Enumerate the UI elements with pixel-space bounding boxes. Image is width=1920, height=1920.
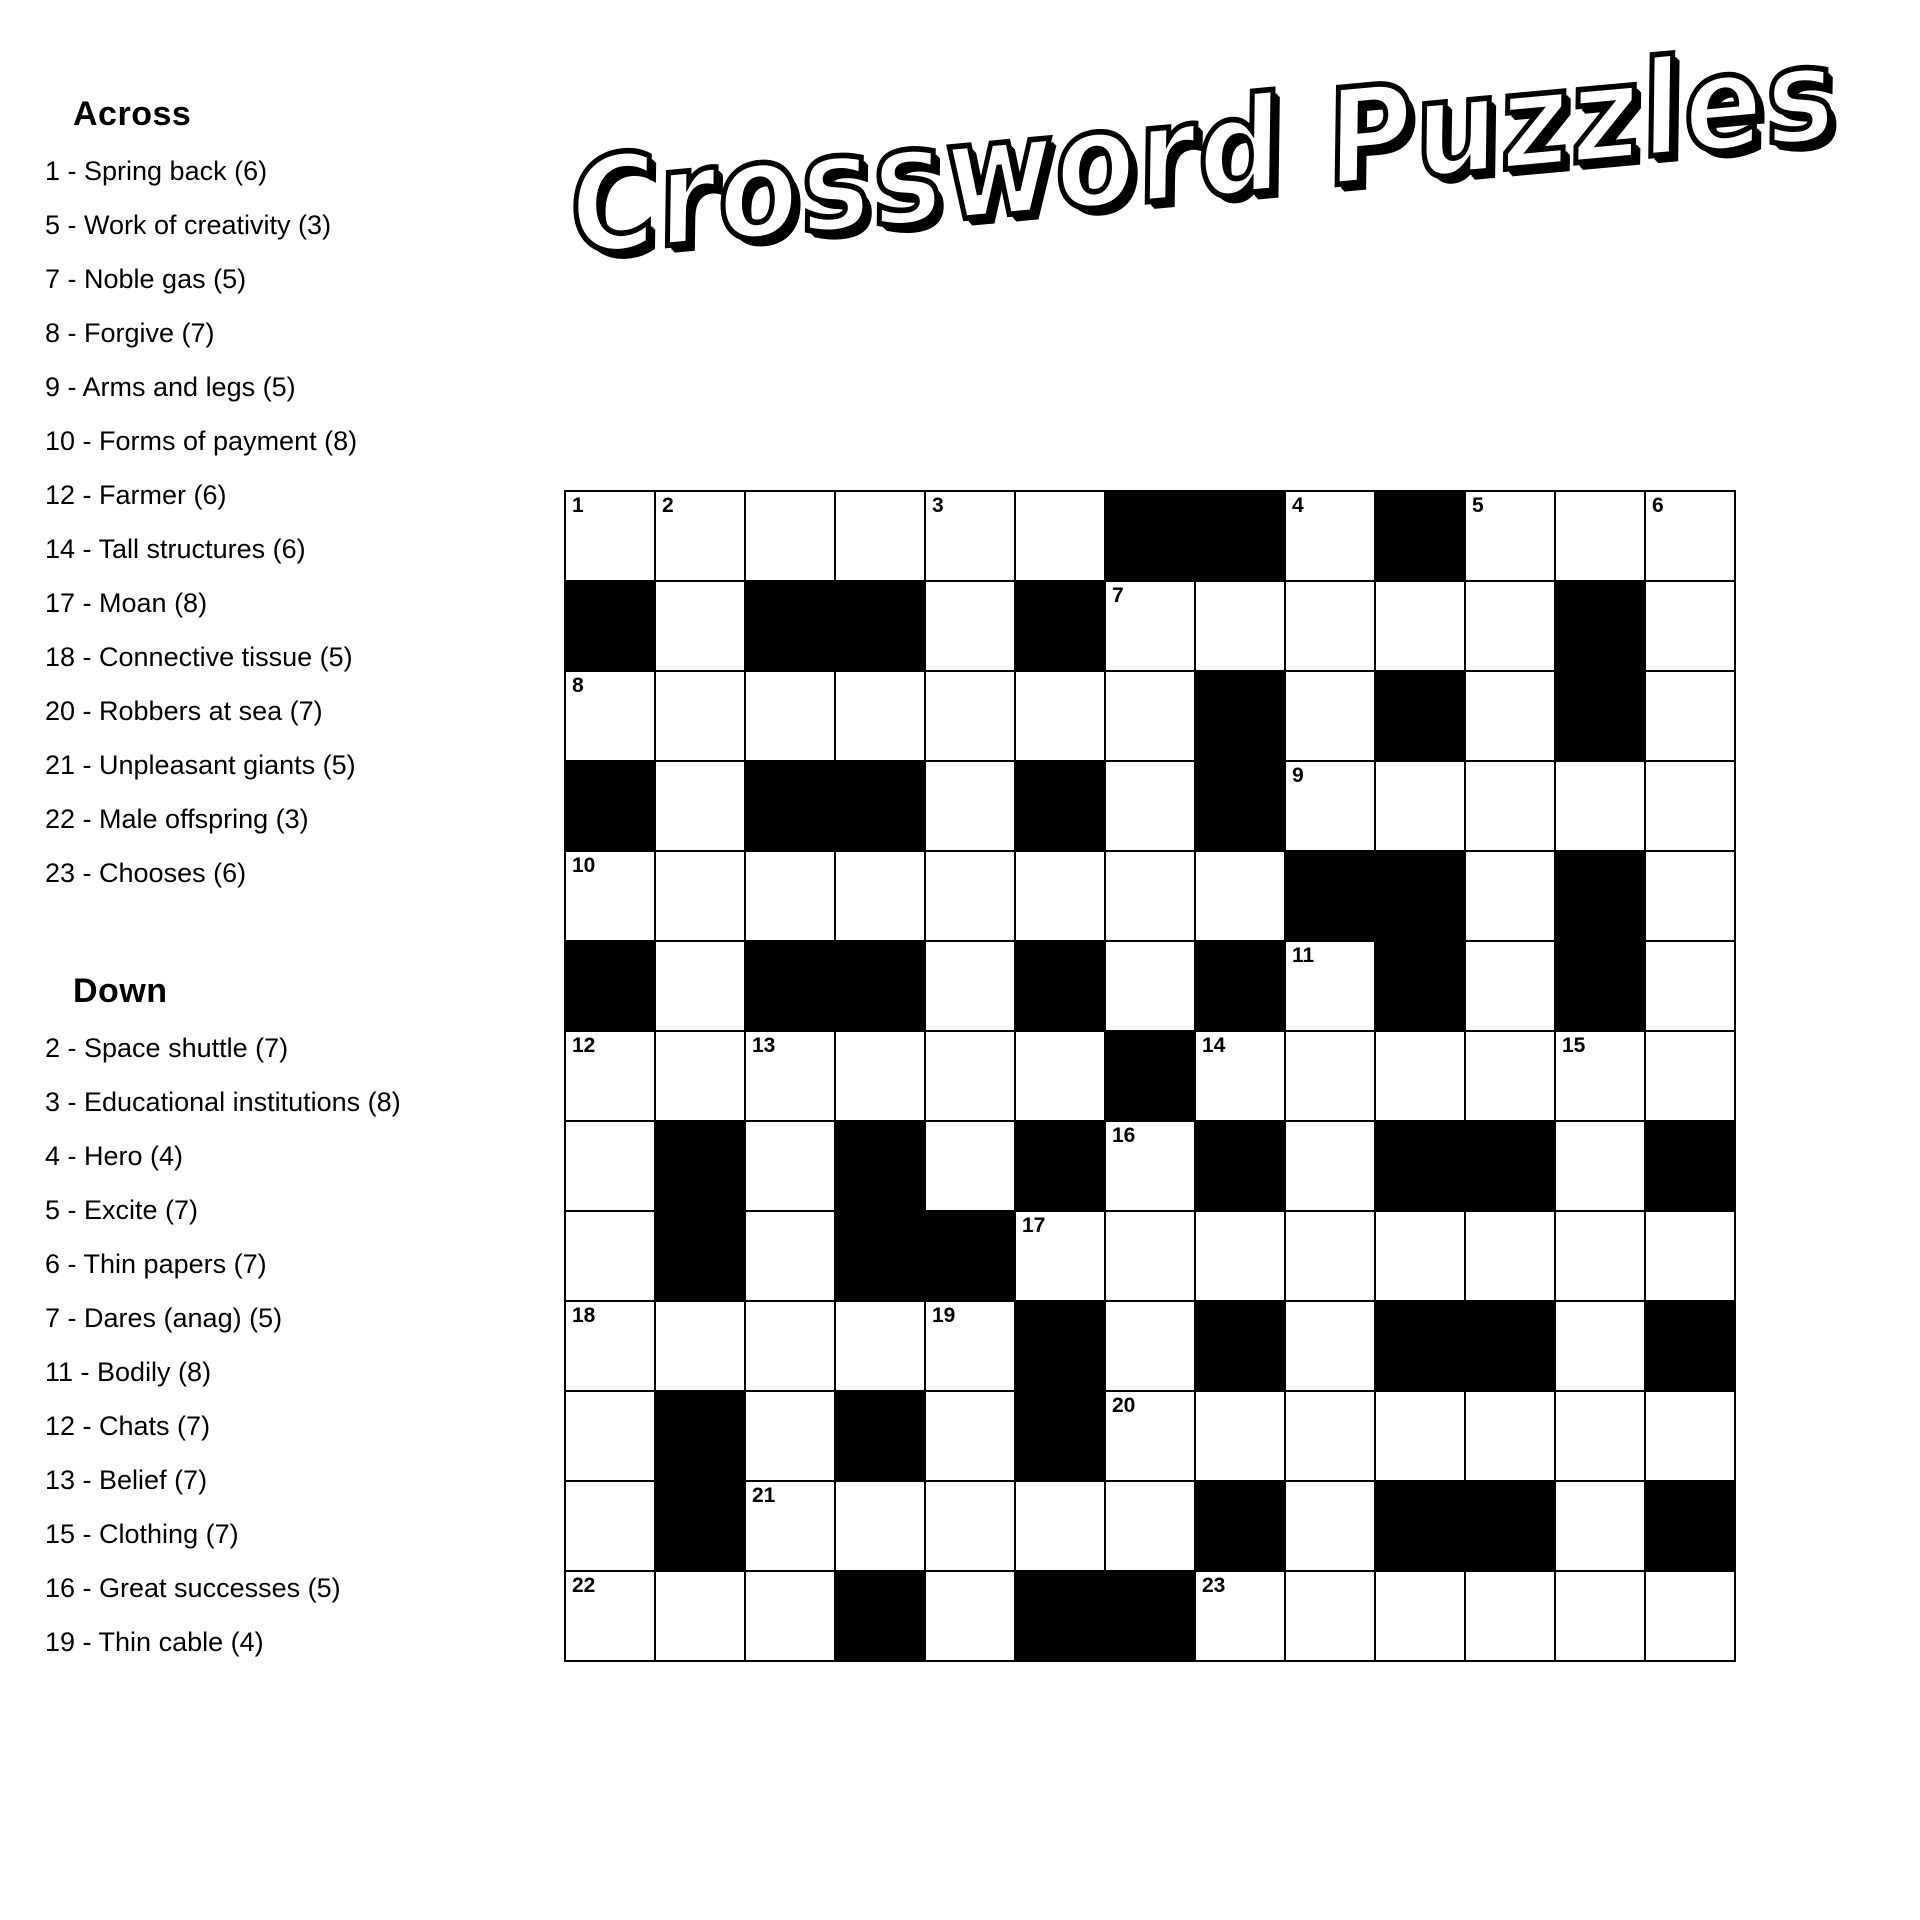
grid-block-cell [1375,491,1465,581]
grid-cell[interactable] [1465,1391,1555,1481]
grid-cell[interactable] [1105,1121,1195,1211]
grid-cell[interactable] [655,851,745,941]
grid-block-cell [925,1211,1015,1301]
grid-cell[interactable] [1645,851,1735,941]
cell-number: 18 [572,1304,596,1327]
grid-block-cell [1555,671,1645,761]
grid-block-cell [1105,1031,1195,1121]
grid-cell[interactable] [565,1211,655,1301]
grid-cell[interactable] [565,1571,655,1661]
grid-cell[interactable] [565,1031,655,1121]
clue-item: 23 - Chooses (6) [45,858,247,888]
grid-block-cell [745,941,835,1031]
grid-cell[interactable] [1645,671,1735,761]
grid-block-cell [1375,851,1465,941]
grid-cell[interactable] [1375,1031,1465,1121]
cell-number: 3 [932,494,944,517]
clue-item: 18 - Connective tissue (5) [45,642,353,672]
grid-cell[interactable] [1645,761,1735,851]
grid-cell[interactable] [1015,671,1105,761]
grid-cell[interactable] [565,1301,655,1391]
grid-cell[interactable] [1645,1211,1735,1301]
grid-block-cell [835,761,925,851]
grid-block-cell [1195,1301,1285,1391]
cell-number: 2 [662,494,674,517]
grid-cell[interactable] [655,761,745,851]
grid-cell[interactable] [1285,581,1375,671]
grid-block-cell [1195,671,1285,761]
grid-cell[interactable] [745,1211,835,1301]
grid-block-cell [1375,1121,1465,1211]
page-title: Crossword Puzzles [568,15,1839,286]
grid-block-cell [1195,1121,1285,1211]
clue-item: 12 - Farmer (6) [45,480,227,510]
grid-block-cell [655,1121,745,1211]
grid-row [565,1481,1735,1571]
grid-cell[interactable] [655,671,745,761]
grid-cell[interactable] [1285,941,1375,1031]
clue-item: 20 - Robbers at sea (7) [45,696,323,726]
grid-cell[interactable] [1375,761,1465,851]
clue-item: 12 - Chats (7) [45,1411,211,1441]
grid-cell[interactable] [925,761,1015,851]
cell-number: 15 [1562,1034,1586,1057]
grid-cell[interactable] [1555,1391,1645,1481]
grid-cell[interactable] [1015,851,1105,941]
grid-cell[interactable] [1285,671,1375,761]
grid-block-cell [1375,941,1465,1031]
grid-cell[interactable] [1195,851,1285,941]
grid-block-cell [835,1121,925,1211]
grid-row [565,1121,1735,1211]
grid-cell[interactable] [745,1121,835,1211]
grid-cell[interactable] [835,1481,925,1571]
grid-block-cell [1555,581,1645,671]
grid-row [565,851,1735,941]
clue-item: 17 - Moan (8) [45,588,208,618]
grid-cell[interactable] [565,1391,655,1481]
cell-number: 11 [1292,944,1315,967]
grid-block-cell [1375,671,1465,761]
grid-cell[interactable] [1465,1031,1555,1121]
grid-block-cell [745,581,835,671]
down-clue-list [45,1035,545,1683]
clue-item: 4 - Hero (4) [45,1141,184,1171]
grid-block-cell [1195,941,1285,1031]
grid-cell[interactable] [1015,491,1105,581]
grid-cell[interactable] [925,1301,1015,1391]
grid-cell[interactable] [1105,851,1195,941]
grid-cell[interactable] [745,1571,835,1661]
grid-block-cell [835,1571,925,1661]
grid-cell[interactable] [925,851,1015,941]
cell-number: 12 [572,1034,596,1057]
grid-cell[interactable] [925,491,1015,581]
cell-number: 21 [752,1484,776,1507]
grid-cell[interactable] [745,1391,835,1481]
grid-block-cell [655,1391,745,1481]
grid-cell[interactable] [1555,491,1645,581]
grid-cell[interactable] [1285,1301,1375,1391]
grid-block-cell [1555,851,1645,941]
cell-number: 16 [1112,1124,1136,1147]
grid-cell[interactable] [1195,1391,1285,1481]
cell-number: 17 [1022,1214,1046,1237]
grid-block-cell [1015,941,1105,1031]
grid-cell[interactable] [1645,1391,1735,1481]
cell-number: 20 [1112,1394,1136,1417]
grid-cell[interactable] [1465,581,1555,671]
cell-number: 6 [1652,494,1664,517]
grid-cell[interactable] [565,851,655,941]
clue-item: 8 - Forgive (7) [45,318,215,348]
cell-number: 22 [572,1574,596,1597]
grid-cell[interactable] [1285,1571,1375,1661]
grid-cell[interactable] [835,1301,925,1391]
grid-cell[interactable] [1105,1481,1195,1571]
grid-cell[interactable] [1465,1211,1555,1301]
clue-item: 9 - Arms and legs (5) [45,372,296,402]
grid-row [565,1211,1735,1301]
grid-cell[interactable] [745,851,835,941]
grid-cell[interactable] [565,1481,655,1571]
cell-number: 19 [932,1304,956,1327]
grid-row [565,941,1735,1031]
cell-number: 23 [1202,1574,1226,1597]
clue-item: 6 - Thin papers (7) [45,1249,267,1279]
clue-item: 22 - Male offspring (3) [45,804,309,834]
grid-cell[interactable] [1555,1031,1645,1121]
grid-cell[interactable] [745,491,835,581]
grid-row [565,491,1735,581]
grid-cell[interactable] [1645,581,1735,671]
grid-cell[interactable] [1375,1211,1465,1301]
grid-cell[interactable] [1195,1211,1285,1301]
grid-cell[interactable] [745,1481,835,1571]
grid-cell[interactable] [1465,671,1555,761]
cell-number: 5 [1472,494,1484,517]
grid-cell[interactable] [655,1031,745,1121]
grid-block-cell [565,761,655,851]
grid-cell[interactable] [925,1121,1015,1211]
grid-cell[interactable] [1645,1571,1735,1661]
grid-cell[interactable] [565,491,655,581]
grid-block-cell [1105,1571,1195,1661]
grid-block-cell [1015,761,1105,851]
clue-item: 13 - Belief (7) [45,1465,208,1495]
clue-item: 10 - Forms of payment (8) [45,426,358,456]
grid-cell[interactable] [655,941,745,1031]
grid-cell[interactable] [925,581,1015,671]
grid-block-cell [1645,1481,1735,1571]
grid-cell[interactable] [655,1571,745,1661]
grid-cell[interactable] [1465,761,1555,851]
grid-row [565,1391,1735,1481]
cell-number: 8 [572,674,584,697]
grid-cell[interactable] [1195,1571,1285,1661]
grid-cell[interactable] [835,671,925,761]
clue-item: 2 - Space shuttle (7) [45,1033,289,1063]
grid-cell[interactable] [925,1391,1015,1481]
clue-item: 1 - Spring back (6) [45,156,268,186]
clues-panel [45,95,545,1683]
grid-cell[interactable] [1285,1121,1375,1211]
grid-block-cell [1015,581,1105,671]
clue-item: 5 - Excite (7) [45,1195,199,1225]
grid-cell[interactable] [1195,581,1285,671]
grid-block-cell [1645,1301,1735,1391]
grid-row [565,761,1735,851]
clue-item: 14 - Tall structures (6) [45,534,306,564]
grid-block-cell [835,581,925,671]
grid-cell[interactable] [1105,761,1195,851]
grid-cell[interactable] [925,941,1015,1031]
clue-item: 7 - Noble gas (5) [45,264,247,294]
grid-block-cell [655,1211,745,1301]
grid-block-cell [745,761,835,851]
grid-cell[interactable] [835,1031,925,1121]
grid-cell[interactable] [1105,581,1195,671]
clue-item: 7 - Dares (anag) (5) [45,1303,283,1333]
grid-cell[interactable] [1285,1481,1375,1571]
clue-item: 11 - Bodily (8) [45,1357,212,1387]
grid-row [565,1301,1735,1391]
grid-row [565,1031,1735,1121]
grid-cell[interactable] [1285,491,1375,581]
title-banner [560,15,1920,370]
down-heading: Down [73,972,168,1010]
grid-cell[interactable] [1555,1121,1645,1211]
grid-block-cell [1285,851,1375,941]
grid-cell[interactable] [1465,1571,1555,1661]
grid-cell[interactable] [925,1481,1015,1571]
grid-block-cell [1195,491,1285,581]
grid-cell[interactable] [1465,941,1555,1031]
grid-block-cell [1195,761,1285,851]
grid-block-cell [835,1391,925,1481]
grid-row [565,1571,1735,1661]
grid-cell[interactable] [1555,761,1645,851]
grid-cell[interactable] [565,671,655,761]
grid-cell[interactable] [1645,941,1735,1031]
grid-cell[interactable] [565,1121,655,1211]
grid-cell[interactable] [745,1301,835,1391]
grid-cell[interactable] [1015,1481,1105,1571]
grid-cell[interactable] [1285,761,1375,851]
grid-cell[interactable] [1465,851,1555,941]
grid-cell[interactable] [655,581,745,671]
grid-block-cell [835,941,925,1031]
grid-block-cell [1465,1301,1555,1391]
crossword-grid-wrapper [564,490,1736,1662]
grid-cell[interactable] [1195,1031,1285,1121]
grid-block-cell [1555,941,1645,1031]
grid-block-cell [1105,491,1195,581]
grid-block-cell [655,1481,745,1571]
grid-block-cell [1015,1571,1105,1661]
grid-cell[interactable] [745,1031,835,1121]
grid-row [565,671,1735,761]
cell-number: 13 [752,1034,776,1057]
grid-cell[interactable] [925,1571,1015,1661]
grid-cell[interactable] [1105,1211,1195,1301]
grid-cell[interactable] [1645,491,1735,581]
grid-cell[interactable] [925,671,1015,761]
grid-cell[interactable] [1645,1031,1735,1121]
grid-cell[interactable] [1375,581,1465,671]
grid-cell[interactable] [655,1301,745,1391]
grid-block-cell [1195,1481,1285,1571]
grid-cell[interactable] [1015,1211,1105,1301]
grid-block-cell [1375,1481,1465,1571]
across-heading: Across [73,95,192,133]
grid-block-cell [1375,1301,1465,1391]
clue-item: 15 - Clothing (7) [45,1519,239,1549]
grid-cell[interactable] [925,1031,1015,1121]
grid-cell[interactable] [1555,1481,1645,1571]
clue-item: 3 - Educational institutions (8) [45,1087,401,1117]
grid-block-cell [565,941,655,1031]
grid-cell[interactable] [1285,1031,1375,1121]
grid-block-cell [1465,1121,1555,1211]
clue-item: 16 - Great successes (5) [45,1573,341,1603]
grid-cell[interactable] [1105,941,1195,1031]
grid-block-cell [1015,1301,1105,1391]
clue-item: 21 - Unpleasant giants (5) [45,750,356,780]
grid-block-cell [1645,1121,1735,1211]
grid-cell[interactable] [1285,1391,1375,1481]
grid-block-cell [1465,1481,1555,1571]
grid-cell[interactable] [745,671,835,761]
grid-cell[interactable] [1015,1031,1105,1121]
grid-cell[interactable] [1105,671,1195,761]
clue-item: 19 - Thin cable (4) [45,1627,264,1657]
cell-number: 1 [572,494,584,517]
grid-block-cell [835,1211,925,1301]
cell-number: 14 [1202,1034,1226,1057]
grid-cell[interactable] [1555,1301,1645,1391]
grid-cell[interactable] [655,491,745,581]
grid-cell[interactable] [1465,491,1555,581]
clue-item: 5 - Work of creativity (3) [45,210,332,240]
grid-cell[interactable] [835,491,925,581]
crossword-grid [564,490,1736,1662]
cell-number: 7 [1112,584,1124,607]
cell-number: 4 [1292,494,1304,517]
grid-cell[interactable] [1555,1571,1645,1661]
grid-block-cell [1015,1121,1105,1211]
grid-row [565,581,1735,671]
grid-cell[interactable] [1375,1391,1465,1481]
grid-cell[interactable] [1375,1571,1465,1661]
grid-block-cell [1015,1391,1105,1481]
across-clue-list [45,158,545,914]
grid-cell[interactable] [835,851,925,941]
grid-cell[interactable] [1555,1211,1645,1301]
grid-block-cell [565,581,655,671]
cell-number: 9 [1292,764,1304,787]
cell-number: 10 [572,854,596,877]
grid-cell[interactable] [1285,1211,1375,1301]
grid-cell[interactable] [1105,1391,1195,1481]
grid-cell[interactable] [1105,1301,1195,1391]
